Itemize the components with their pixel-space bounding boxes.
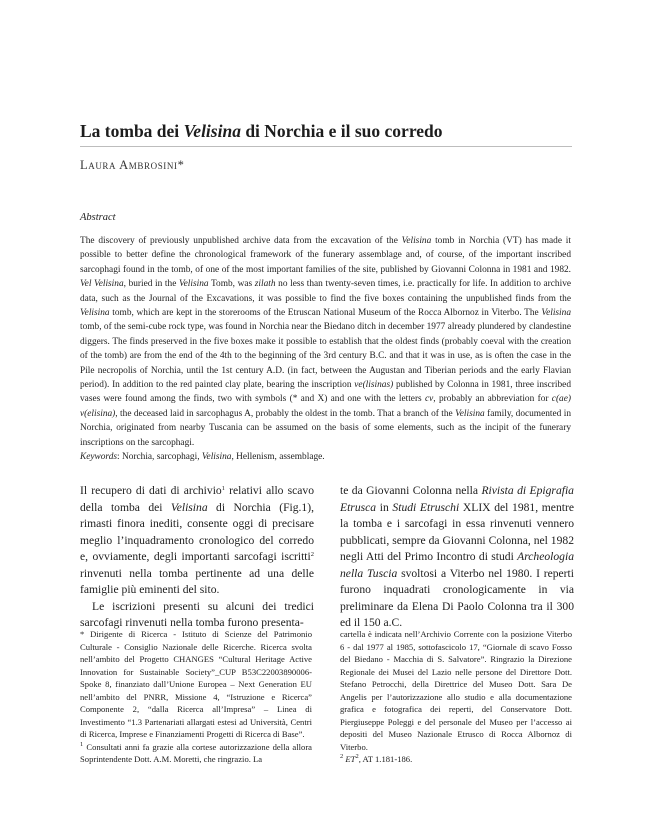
- footnote-ref-1[interactable]: 1: [221, 485, 225, 492]
- author-name: Laura Ambrosini*: [80, 158, 185, 172]
- keywords-line: Keywords: Norchia, sarcophagi, Velisina, Hellenism, assemblage.: [80, 452, 325, 462]
- body-paragraph-1: Il recupero di dati di archivio$^1$ relativi allo scavo della tomba dei Velisina di Norchia (Fig.1), rimasti finora inediti, consente oggi di precisare meglio l’inquadramento cronologico del corredo e, ovviamente, degli importanti sarcofagi iscritti$^2$ rinvenuti nella tomba pertinente ad una delle famiglie più eminenti del sito.: [80, 484, 315, 596]
- body-column-left: [80, 483, 314, 632]
- footnotes-left: [80, 628, 312, 766]
- footnote-2: $^2$ $ET^2$, AT 1.181-186.: [340, 753, 413, 764]
- footnote-1-cont: cartella è indicata nell’Archivio Corrente con la posizione Viterbo 6 - dal 1977 al 1985, sottofascicolo 17, “Giornale di scavo Fosso del Biedano - Macchia di S. Salvatore”. Ringrazio la Direzione Regionale dei Musei del Lazio nelle persone del Direttore Dott. Stefano Petrocchi, della Direttrice del Museo Dott. Sara De Angelis per l’autorizzazione allo studio e alla documentazione grafica e fotografica dei reperti, del Conservatore Dott. Piergiuseppe Poleggi e del personale del Museo per l’accesso ai depositi del Museo Nazionale Etrusco di Rocca Albornoz di Viterbo.: [340, 629, 572, 752]
- abstract-text: The discovery of previously unpublished archive data from the excavation of the Velisina tomb in Norchia (VT) has made it possible to better define the chronological framework of the funerary assemblage and, of course, of the important inscribed sarcophagi found in the tomb, of one of the most important families of the site, published by Giovanni Colonna in 1981 and 1982. Vel Velisina, buried in the Velisina Tomb, was zilath no less than twenty-seven times, i.e. practically for life. In addition to archive data, such as the Journal of the Excavations, it was possible to find the five boxes containing the unpublished finds from the Velisina tomb, which are kept in the storerooms of the Etruscan National Museum of the Rocca Albornoz in Viterbo. The Velisina tomb, of the semi-cube rock type, was found in Norchia near the Biedano ditch in december 1977 already plundered by clandestine diggers. The finds preserved in the five boxes make it possible to establish that the oldest finds (probably coeval with the creation of the tomb) are from the end of the 4th to the beginning of the 3rd century B.C. and that it was in use, as is often the case in the Pile necropolis of Norchia, until the 1st century A.D. (in fact, between the Augustan and Tiberian periods and the early Flavian period). In addition to the red painted clay plate, bearing the inscription ve(lisinas) published by Colonna in 1981, three inscribed vases were found among the finds, two with symbols (* and X) and one with the letters cv, probably an abbreviation for c(ae) v(elisina), the deceased laid in sarcophagus A, probably the oldest in the tomb. That a branch of the Velisina family, documented in Norchia, originated from nearby Tuscania can be assumed on the basis of some elements, such as the incipit of the funerary inscriptions on the sarcophagi.: [80, 236, 572, 448]
- title-italic: Velisina: [183, 121, 241, 141]
- title-text: La tomba dei: [80, 121, 184, 141]
- footnote-ref-2[interactable]: 2: [310, 551, 314, 558]
- body-paragraph-2: Le iscrizioni presenti su alcuni dei tredici sarcofagi rinvenuti nella tomba furono presenta-: [80, 599, 314, 629]
- abstract-heading: Abstract: [80, 212, 116, 223]
- title-text-end: di Norchia e il suo corredo: [240, 121, 443, 141]
- title-rule: [80, 146, 572, 147]
- footnote-author: * Dirigente di Ricerca - Istituto di Scienze del Patrimonio Culturale - Consiglio Nazionale delle Ricerche. Ricerca svolta nell’ambito del Progetto CHANGES “Cultural Heritage Active Innovation for Sustainable Society”_CUP B53C22003890006- Spoke 8, finanziato dall’Unione Europea – Next Generation EU nell’ambito del PNRR, Missione 4, “Istruzione e Ricerca” Componente 2, “dalla Ricerca all’Impresa” – Linea di Investimento “1.3 Partenariati allargati estesi ad Università, Centri di Ricerca, Imprese e Finanziamenti Progetti di Ricerca di Base”.: [80, 629, 312, 739]
- footnotes-right: [340, 628, 572, 766]
- footnote-1: $^1$ Consultati anni fa grazie alla cortese autorizzazione della allora Soprintendente Dott. A.M. Moretti, che ringrazio. La: [80, 740, 312, 764]
- body-paragraph-2-cont: te da Giovanni Colonna nella Rivista di Epigrafia Etrusca in Studi Etruschi XLIX del 1981, mentre la tomba e i sarcofagi in essa rinvenuti vennero pubblicati, sempre da Giovanni Colonna, nel 1982 negli Atti del Primo Incontro di studi Archeologia nella Tuscia svoltosi a Viterbo nel 1980. I reperti furono inquadrati cronologicamente in via preliminare da Elena Di Paolo Colonna tra il 300 ed il 150 a.C.: [340, 484, 574, 629]
- keywords-label: Keywords: [80, 452, 118, 462]
- article-title: [80, 120, 580, 142]
- body-column-right: [340, 483, 574, 632]
